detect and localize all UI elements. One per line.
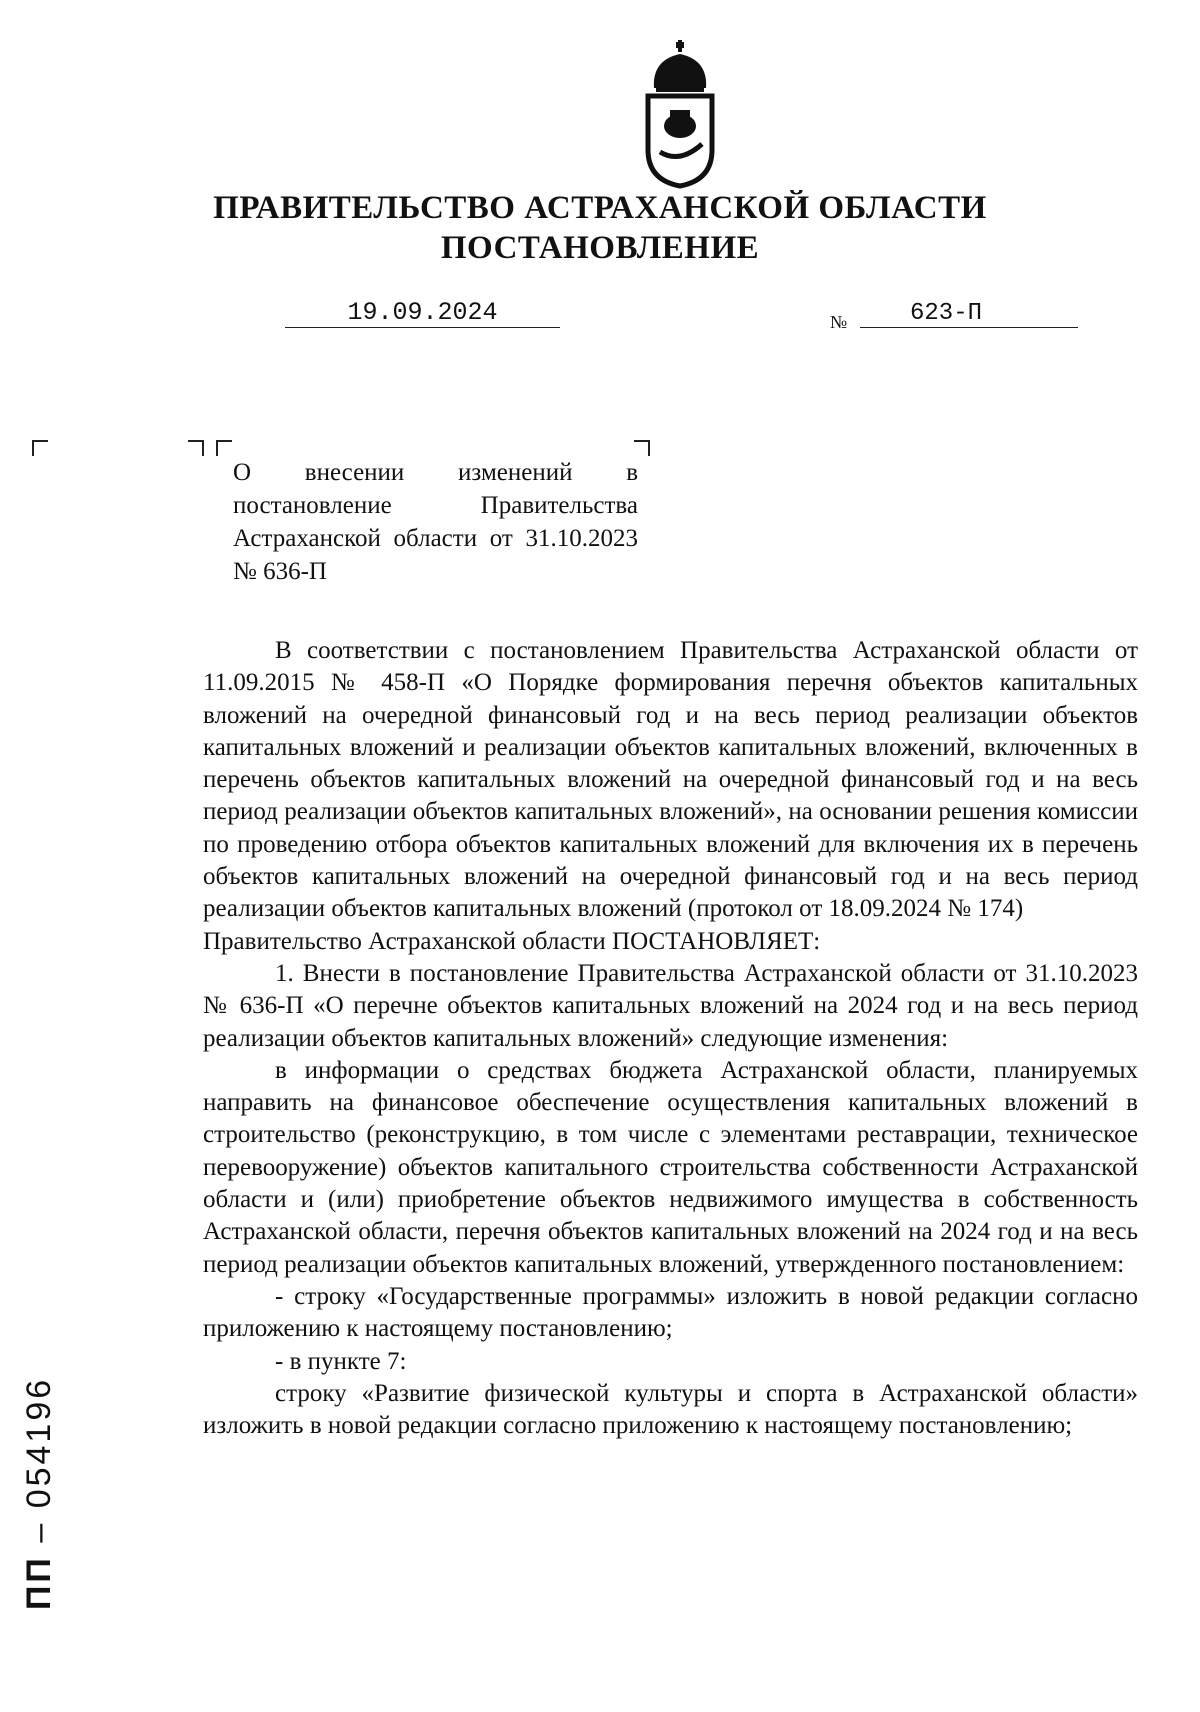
stamp-dash: – xyxy=(20,1520,58,1543)
stamp-number: 054196 xyxy=(20,1376,58,1509)
body-paragraph: 1. Внести в постановление Правительства Астраханской области от 31.10.2023 № 636-П «О перечне объектов капитальных вложений на 2024 год и на весь период реализации объектов капитальных вложений» следующие изменения: xyxy=(203,959,1138,1052)
form-serial-stamp xyxy=(20,1377,59,1610)
body-paragraph: В соответствии с постановлением Правительства Астраханской области от 11.09.2015 № 458-П «О Порядке формирования перечня объектов капитальных вложений на очередной финансовый год и на весь период реализации объектов капитальных вложений и реализации объектов капитальных вложений, включенных в перечень объектов капитальных вложений на очередной финансовый год и на весь период реализации объектов капитальных вложений», на основании решения комиссии по проведению отбора объектов капитальных вложений для включения их в перечень объектов капитальных вложений на очередной финансовый год и на весь период реализации объектов капитальных вложений (протокол от 18.09.2024 № 174) xyxy=(203,637,1138,923)
body-paragraph: - в пункте 7: xyxy=(275,1347,407,1375)
document-authority: ПРАВИТЕЛЬСТВО АСТРАХАНСКОЙ ОБЛАСТИ xyxy=(213,190,987,226)
document-number: 623-П xyxy=(910,300,983,327)
corner-mark xyxy=(188,440,204,456)
stamp-series: ПП xyxy=(20,1555,58,1610)
body-paragraph: в информации о средствах бюджета Астраханской области, планируемых направить на финансовое обеспечение осуществления капитальных вложений в строительство (реконструкцию, в том числе с элементами реставрации, техническое перевооружение) объектов капитального строительства собственности Астраханской области и (или) приобретение объектов недвижимого имущества в собственность Астраханской области, перечня объектов капитальных вложений на 2024 год и на весь период реализации объектов капитальных вложений, утвержденного постановлением: xyxy=(203,1056,1138,1278)
corner-mark xyxy=(32,440,48,456)
document-type: ПОСТАНОВЛЕНИЕ xyxy=(440,230,760,266)
body-paragraph: - строку «Государственные программы» изложить в новой редакции согласно приложению к настоящему постановлению; xyxy=(203,1282,1138,1343)
document-body xyxy=(203,635,1138,1442)
body-paragraph: строку «Развитие физической культуры и спорта в Астраханской области» изложить в новой редакции согласно приложению к настоящему постановлению; xyxy=(203,1379,1138,1440)
corner-mark xyxy=(216,440,232,456)
number-sign: № xyxy=(830,312,848,332)
document-subject: О внесении изменений в постановление Правительства Астраханской области от 31.10.2023 № 636-П xyxy=(233,459,638,585)
number-field xyxy=(860,300,1078,328)
date-field xyxy=(285,298,560,328)
document-date: 19.09.2024 xyxy=(347,298,498,327)
coat-of-arms-icon xyxy=(640,40,720,190)
corner-mark xyxy=(634,440,650,456)
body-paragraph: Правительство Астраханской области ПОСТАНОВЛЯЕТ: xyxy=(203,927,821,955)
